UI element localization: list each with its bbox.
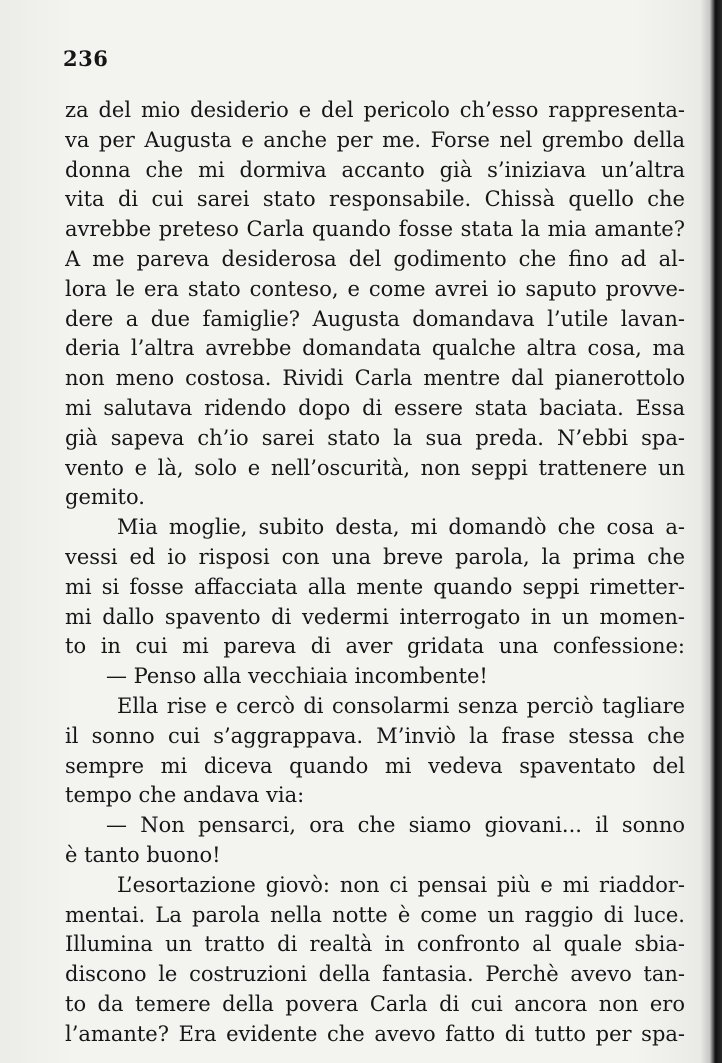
text-line: discono le costruzioni della fantasia. Perchè avevo tan- — [65, 962, 685, 987]
text-line: Mia moglie, subito desta, mi domandò che cosa a- — [117, 515, 685, 540]
page-number: 236 — [63, 46, 109, 71]
text-line: to da temere della povera Carla di cui ancora non ero — [65, 991, 685, 1016]
text-line: za del mio desiderio e del pericolo ch’esso rappresenta- — [65, 98, 685, 122]
text-line: lora le era stato conteso, e come avrei io saputo provve- — [65, 276, 685, 301]
text-line: mi salutava ridendo dopo di essere stata baciata. Essa — [65, 395, 685, 420]
text-line: L’esortazione giovò: non ci pensai più e mi riaddor- — [117, 872, 685, 897]
text-line: il sonno cui s’aggrappava. M’inviò la frase stessa che — [65, 723, 685, 748]
dialogue-line: — Non pensarci, ora che siamo giovani... il sonno — [106, 813, 685, 838]
text-line: Ella rise e cercò di consolarmi senza perciò tagliare — [117, 693, 685, 718]
text-line: to in cui mi pareva di aver gridata una confessione: — [65, 634, 685, 659]
text-line: mi dallo spavento di vedermi interrogato in un momen- — [65, 604, 685, 629]
text-line: già sapeva ch’io sarei stato la sua preda. N’ebbi spa- — [65, 425, 685, 450]
dialogue-line: — Penso alla vecchiaia incombente! — [106, 664, 488, 689]
text-line: è tanto buono! — [65, 842, 221, 867]
text-line: va per Augusta e anche per me. Forse nel grembo della — [65, 127, 685, 152]
text-line: donna che mi dormiva accanto già s’iniziava un’altra — [65, 157, 685, 182]
text-line: vita di cui sarei stato responsabile. Chissà quello che — [65, 187, 685, 212]
text-line: gemito. — [65, 485, 145, 510]
text-line: mi si fosse affacciata alla mente quando seppi rimetter- — [65, 574, 685, 599]
text-line: l’amante? Era evidente che avevo fatto di tutto per spa- — [65, 1021, 685, 1046]
text-line: Illumina un tratto di realtà in confronto al quale sbia- — [65, 932, 685, 957]
text-line: non meno costosa. Rividi Carla mentre dal pianerottolo — [65, 366, 685, 391]
text-line: mentai. La parola nella notte è come un raggio di luce. — [65, 902, 685, 927]
text-line: sempre mi diceva quando mi vedeva spaventato del — [65, 753, 685, 778]
text-line: vento e là, solo e nell’oscurità, non seppi trattenere un — [65, 455, 685, 480]
text-line: dere a due famiglie? Augusta domandava l’utile lavan- — [65, 306, 685, 331]
body-text — [65, 96, 685, 1050]
text-line: deria l’altra avrebbe domandata qualche altra cosa, ma — [65, 336, 685, 361]
page-edge-shadow — [700, 0, 722, 1063]
text-line: tempo che andava via: — [65, 783, 305, 808]
text-line: A me pareva desiderosa del godimento che fino ad al- — [65, 246, 685, 271]
text-line: vessi ed io risposi con una breve parola, la prima che — [65, 544, 685, 569]
text-line: avrebbe preteso Carla quando fosse stata la mia amante? — [65, 217, 685, 242]
